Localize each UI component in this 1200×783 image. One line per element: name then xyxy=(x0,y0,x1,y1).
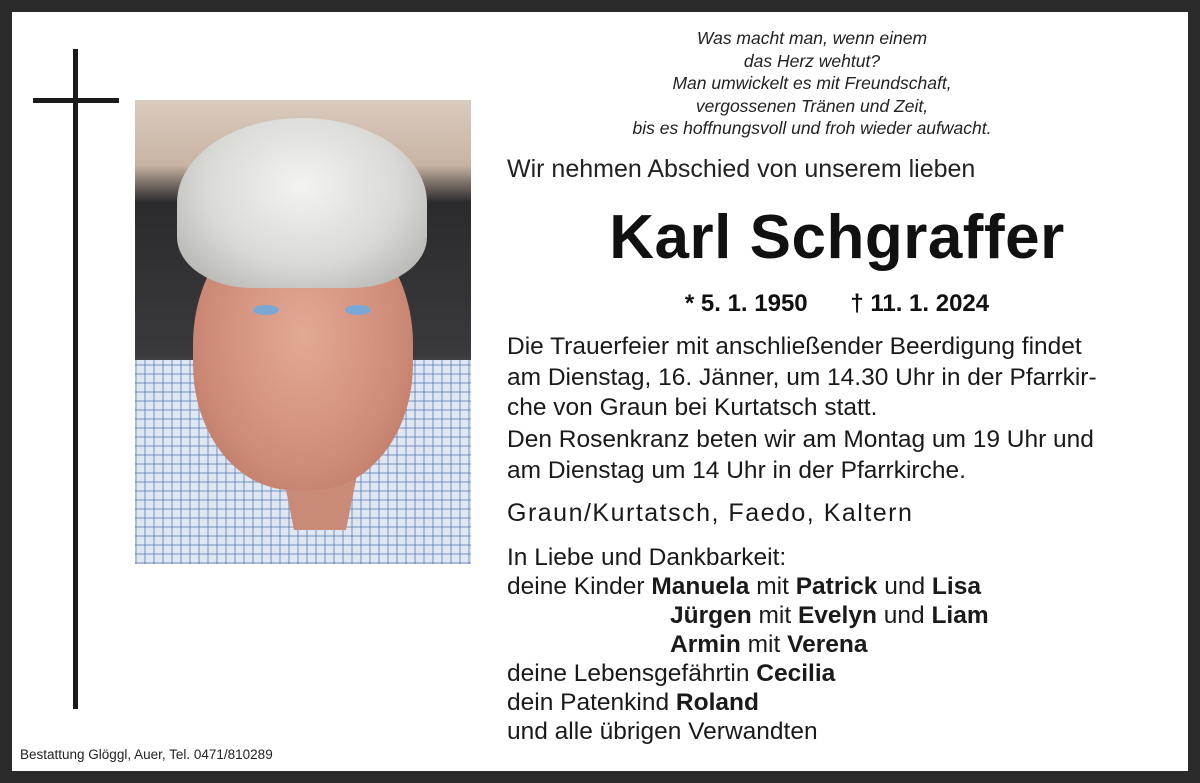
photo-eye-right xyxy=(345,305,371,315)
partner-name: Evelyn xyxy=(797,602,877,629)
ceremony-line: am Dienstag, 16. Jänner, um 14.30 Uhr in der Pfarrkir- xyxy=(507,363,1097,391)
text: und xyxy=(876,602,932,629)
mourners-row: und alle übrigen Verwandten xyxy=(507,718,818,745)
partner-name: Verena xyxy=(787,631,868,658)
text: deine Lebensgefährtin xyxy=(507,660,757,687)
obituary-notice xyxy=(12,12,1188,771)
mourners-row xyxy=(507,688,989,717)
life-partner-name: Cecilia xyxy=(756,660,836,687)
mourners-heading: In Liebe und Dankbarkeit: xyxy=(507,544,787,571)
text: mit xyxy=(751,602,798,629)
child-name: Manuela xyxy=(651,573,750,600)
mourners-row xyxy=(507,572,989,601)
quote-line: vergossenen Tränen und Zeit, xyxy=(695,95,929,116)
godchild-name: Roland xyxy=(675,689,759,716)
mourners-row xyxy=(507,659,989,688)
text: dein Patenkind xyxy=(507,689,676,716)
photo-eye-left xyxy=(253,305,279,315)
partner-name: Patrick xyxy=(795,573,878,600)
quote-line: das Herz wehtut? xyxy=(743,50,881,71)
portrait-photo xyxy=(135,100,471,564)
child-name: Armin xyxy=(670,631,741,658)
mourners-row xyxy=(507,601,989,630)
rosary-line: am Dienstag um 14 Uhr in der Pfarrkirche. xyxy=(507,456,966,484)
intro-text: Wir nehmen Abschied von unserem lieben xyxy=(507,155,976,183)
mourners-list xyxy=(507,543,989,746)
death-date: † 11. 1. 2024 xyxy=(850,290,990,317)
child-name: Jürgen xyxy=(670,602,752,629)
places: Graun/Kurtatsch, Faedo, Kaltern xyxy=(507,499,914,527)
grandchild-name: Liam xyxy=(931,602,989,629)
ceremony-line: che von Graun bei Kurtatsch statt. xyxy=(507,394,878,421)
ceremony-line: Die Trauerfeier mit anschließender Beerdigung findet xyxy=(507,333,1082,360)
funeral-home-contact: Bestattung Glöggl, Auer, Tel. 0471/810289 xyxy=(20,747,273,762)
text: mit xyxy=(740,631,788,658)
quote-line: Man umwickelt es mit Freundschaft, xyxy=(672,73,952,93)
text: und xyxy=(877,573,932,600)
deceased-name: Karl Schgraffer xyxy=(609,203,1065,272)
quote-line: bis es hoffnungsvoll und froh wieder aufwacht. xyxy=(632,118,992,138)
text: mit xyxy=(749,573,796,600)
mourners-row xyxy=(507,630,989,659)
birth-date: * 5. 1. 1950 xyxy=(684,290,808,317)
rosary-info xyxy=(507,425,1094,486)
cross-icon-bar xyxy=(33,98,119,103)
life-dates xyxy=(507,290,1167,318)
grandchild-name: Lisa xyxy=(931,573,981,600)
cross-icon xyxy=(73,49,78,709)
quote-line: Was macht man, wenn einem xyxy=(696,28,928,48)
ceremony-info xyxy=(507,332,1097,424)
photo-hair xyxy=(177,118,427,288)
rosary-line: Den Rosenkranz beten wir am Montag um 19 Uhr und xyxy=(507,426,1094,453)
text: deine Kinder xyxy=(507,573,652,600)
quote xyxy=(532,27,1092,140)
